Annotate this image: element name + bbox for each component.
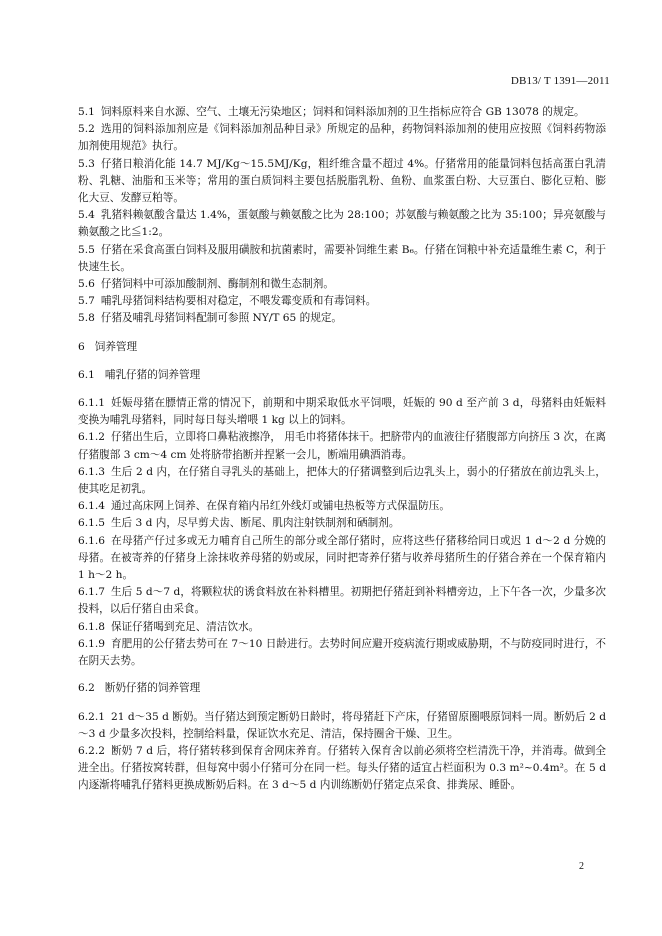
clause-number: 6 bbox=[78, 340, 85, 353]
clause-text: 在母猪产仔过多或无力哺育自己所生的部分或全部仔猪时，应将这些仔猪移给同日或迟 1 d～2 d 分娩的母猪。在被寄养的仔猪身上涂抹收养母猪的奶或尿，同时把寄养仔猪与收养母猪所生的仔猪合养在一个保育箱内 1 h～2 h。 bbox=[78, 534, 606, 582]
clause-6-2-2 bbox=[78, 743, 606, 795]
clause-6-1-7 bbox=[78, 584, 606, 618]
clause-number: 6.1.6 bbox=[78, 534, 105, 547]
document-code: DB13/ T 1391—2011 bbox=[510, 75, 610, 87]
clause-text: 仔猪在采食高蛋白饲料及服用磺胺和抗菌素时，需要补饲维生素 B₆。仔猪在饲粮中补充适量维生素 C，利于快速生长。 bbox=[78, 243, 606, 273]
clause-text: 哺乳仔猪的饲养管理 bbox=[104, 368, 201, 381]
clause-text: 饲养管理 bbox=[94, 340, 138, 353]
page-number: 2 bbox=[579, 861, 584, 872]
clause-5-2 bbox=[78, 121, 606, 155]
clause-text: 断奶 7 d 后，将仔猪转移到保育舍网床养育。仔猪转入保育舍以前必须将空栏清洗干净，并消毒。做到全进全出。仔猪按窝转群，但每窝中弱小仔猪可分在同一栏。每头仔猪的适宜占栏面积为 0.3 m²~0.4m²。在 5 d 内逐渐将哺乳仔猪料更换成断奶后料。在 3 d～5 d 内训练断奶仔猪定点采食、排粪尿、睡卧。 bbox=[78, 744, 606, 792]
clause-text: 保证仔猪喝到充足、清洁饮水。 bbox=[110, 620, 260, 633]
clause-text: 通过高床网上饲养、在保育箱内吊红外线灯或铺电热板等方式保温防压。 bbox=[110, 500, 450, 513]
clause-6-1-1 bbox=[78, 395, 606, 429]
clause-5-7 bbox=[78, 293, 606, 310]
clause-text: 21 d～35 d 断奶。当仔猪达到预定断奶日龄时，将母猪赶下产床，仔猪留原圈喂原饲料一周。断奶后 2 d～3 d 少量多次投料，控制给料量，保证饮水充足、清洁，保持圈舍干燥、卫生。 bbox=[78, 710, 606, 740]
clause-text: 仔猪日粮消化能 14.7 MJ/Kg～15.5MJ/Kg，粗纤维含量不超过 4%。仔猪常用的能量饲料包括高蛋白乳清粉、乳糖、油脂和玉米等；常用的蛋白质饲料主要包括脱脂乳粉、鱼粉、血浆蛋白粉、大豆蛋白、膨化豆粕、膨化大豆、发酵豆粕等。 bbox=[78, 157, 606, 205]
clause-number: 6.1.2 bbox=[78, 431, 105, 444]
clause-6-1-8 bbox=[78, 619, 606, 636]
clause-6-1-2 bbox=[78, 429, 606, 463]
clause-5-4 bbox=[78, 207, 606, 241]
clause-number: 6.1.1 bbox=[78, 397, 105, 410]
clause-number: 5.8 bbox=[78, 312, 95, 325]
clause-number: 6.2.2 bbox=[78, 744, 105, 757]
clause-5-1 bbox=[78, 104, 606, 121]
clause-text: 乳猪料赖氨酸含量达 1.4%，蛋氨酸与赖氨酸之比为 28:100；苏氨酸与赖氨酸之比为 35:100；异亮氨酸与赖氨酸之比≦1:2。 bbox=[78, 209, 606, 239]
clause-6-1-9 bbox=[78, 636, 606, 670]
clause-number: 6.1 bbox=[78, 368, 95, 381]
clause-number: 6.1.4 bbox=[78, 500, 105, 513]
clause-text: 妊娠母猪在膘情正常的情况下，前期和中期采取低水平饲喂，妊娠的 90 d 至产前 3 d，母猪料由妊娠料变换为哺乳母猪料，同时每日每头增喂 1 kg 以上的饲料。 bbox=[78, 397, 606, 427]
subsection-heading bbox=[78, 680, 606, 697]
clause-6-2-1 bbox=[78, 709, 606, 743]
clause-number: 5.1 bbox=[78, 106, 95, 118]
section-heading bbox=[78, 339, 606, 356]
clause-5-3 bbox=[78, 156, 606, 208]
document-body bbox=[78, 104, 606, 795]
clause-number: 6.2 bbox=[78, 682, 95, 695]
clause-text: 生后 2 d 内，在仔猪自寻乳头的基础上，把体大的仔猪调整到后边乳头上，弱小的仔猪放在前边乳头上，使其吃足初乳。 bbox=[78, 465, 606, 496]
clause-number: 6.1.9 bbox=[78, 637, 105, 650]
clause-5-5 bbox=[78, 242, 606, 276]
clause-number: 5.6 bbox=[78, 278, 95, 291]
clause-text: 育肥用的公仔猪去势可在 7～10 日龄进行。去势时间应避开疫病流行期或威胁期，不与防疫同时进行，不在阴天去势。 bbox=[78, 637, 606, 668]
subsection-heading bbox=[78, 367, 606, 384]
clause-6-1-5 bbox=[78, 515, 606, 532]
clause-number: 6.2.1 bbox=[78, 710, 105, 723]
clause-text: 选用的饲料添加剂应是《饲料添加剂品种目录》所规定的品种，药物饲料添加剂的使用应按照《饲料药物添加剂使用规范》执行。 bbox=[78, 123, 606, 153]
clause-number: 5.4 bbox=[78, 209, 95, 222]
clause-text: 仔猪出生后，立即将口鼻粘液擦净， 用毛巾将猪体抹干。把脐带内的血液往仔猪腹部方向挤压 3 次，在离仔猪腹部 3 cm～4 cm 处将脐带掐断并捏紧一会儿，断端用碘酒消毒。 bbox=[78, 431, 606, 461]
clause-number: 5.3 bbox=[78, 157, 95, 170]
clause-text: 仔猪饲料中可添加酸制剂、酶制剂和微生态制剂。 bbox=[100, 278, 334, 291]
clause-6-1-6 bbox=[78, 533, 606, 585]
clause-number: 5.2 bbox=[78, 123, 95, 136]
clause-6-1-3 bbox=[78, 464, 606, 498]
clause-number: 6.1.5 bbox=[78, 517, 105, 530]
clause-number: 5.7 bbox=[78, 295, 95, 308]
clause-text: 哺乳母猪饲料结构要相对稳定，不喂发霉变质和有毒饲料。 bbox=[100, 295, 377, 308]
clause-text: 断奶仔猪的饲养管理 bbox=[104, 682, 201, 695]
clause-text: 生后 5 d～7 d，将颗粒状的诱食料放在补料槽里。初期把仔猪赶到补料槽旁边，上下午各一次，少量多次投料，以后仔猪自由采食。 bbox=[78, 586, 606, 616]
clause-number: 5.5 bbox=[78, 243, 95, 256]
clause-5-6 bbox=[78, 276, 606, 293]
clause-text: 饲料原料来自水源、空气、土壤无污染地区；饲料和饲料添加剂的卫生指标应符合 GB 13078 的规定。 bbox=[100, 106, 585, 118]
clause-number: 6.1.8 bbox=[78, 620, 105, 633]
clause-5-8 bbox=[78, 310, 606, 327]
clause-number: 6.1.7 bbox=[78, 586, 105, 599]
clause-number: 6.1.3 bbox=[78, 465, 105, 478]
clause-text: 生后 3 d 内，尽早剪犬齿、断尾、肌肉注射铁制剂和硒制剂。 bbox=[110, 517, 400, 530]
clause-6-1-4 bbox=[78, 498, 606, 515]
clause-text: 仔猪及哺乳母猪饲料配制可参照 NY/T 65 的规定。 bbox=[100, 312, 343, 325]
